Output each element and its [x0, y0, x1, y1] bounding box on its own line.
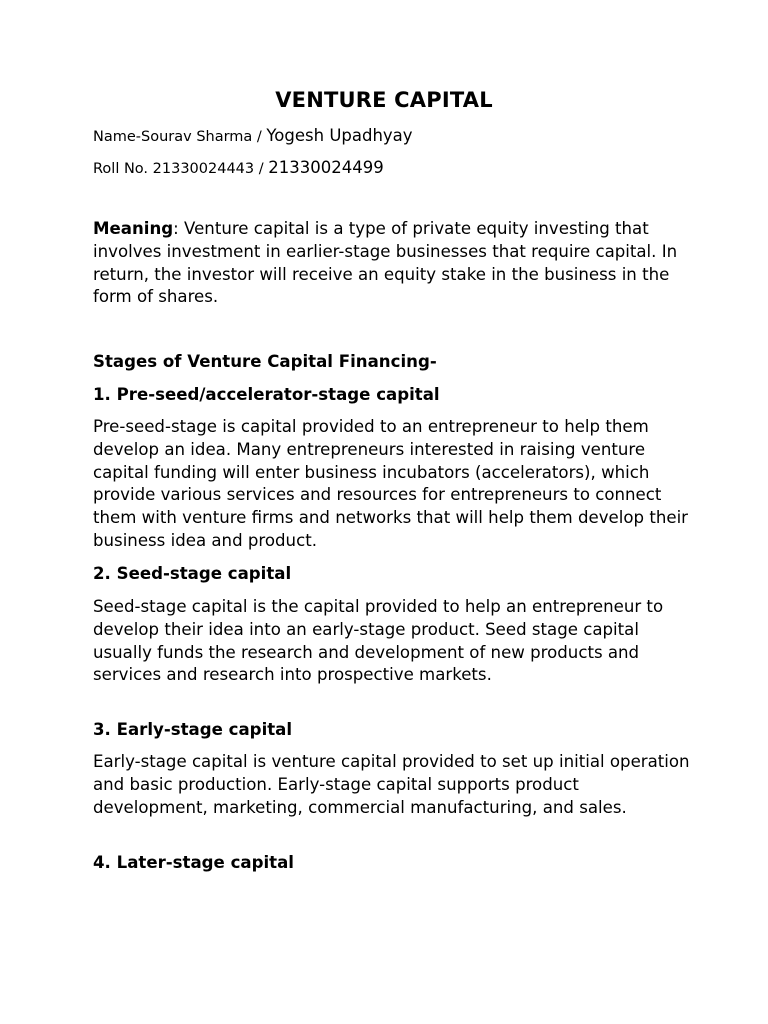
- second-name: Yogesh Upadhyay: [266, 126, 413, 145]
- section-heading: 1. Pre-seed/accelerator-stage capital: [93, 385, 440, 404]
- section-heading: 2. Seed-stage capital: [93, 564, 292, 583]
- section-body: Early-stage capital is venture capital provided to set up initial operation and basic production. Early-stage capital supports product development, marketing, commercial manufacturing, and sales.: [93, 752, 690, 817]
- meaning-term: Meaning: [93, 219, 174, 238]
- stages-heading: Stages of Venture Capital Financing-: [93, 352, 437, 371]
- section-body: Seed-stage capital is the capital provided to help an entrepreneur to develop their idea into an early-stage product. Seed stage capital usually funds the research and development of new products and services and research into prospective markets.: [93, 597, 664, 685]
- section-body: Pre-seed-stage is capital provided to an entrepreneur to help them develop an idea. Many entrepreneurs interested in raising venture capital funding will enter business incubators (accelerators), which provide various services and resources for entrepreneurs to connect them with venture firms and networks that will help them develop their business idea and product.: [93, 417, 689, 550]
- name-label: Name-Sourav Sharma /: [93, 129, 267, 145]
- section-heading: 3. Early-stage capital: [93, 720, 293, 739]
- section-heading: 4. Later-stage capital: [93, 853, 294, 872]
- roll-label: Roll No. 21330024443 /: [93, 161, 269, 177]
- second-roll-number: 21330024499: [268, 158, 384, 177]
- document-title: VENTURE CAPITAL: [275, 88, 493, 112]
- roll-line: [93, 157, 384, 180]
- meaning-paragraph: [93, 218, 693, 309]
- name-line: [93, 125, 413, 148]
- meaning-text: : Venture capital is a type of private equity investing that involves investment in earlier-stage businesses that require capital. In return, the investor will receive an equity stake in the business in the form of shares.: [93, 219, 678, 307]
